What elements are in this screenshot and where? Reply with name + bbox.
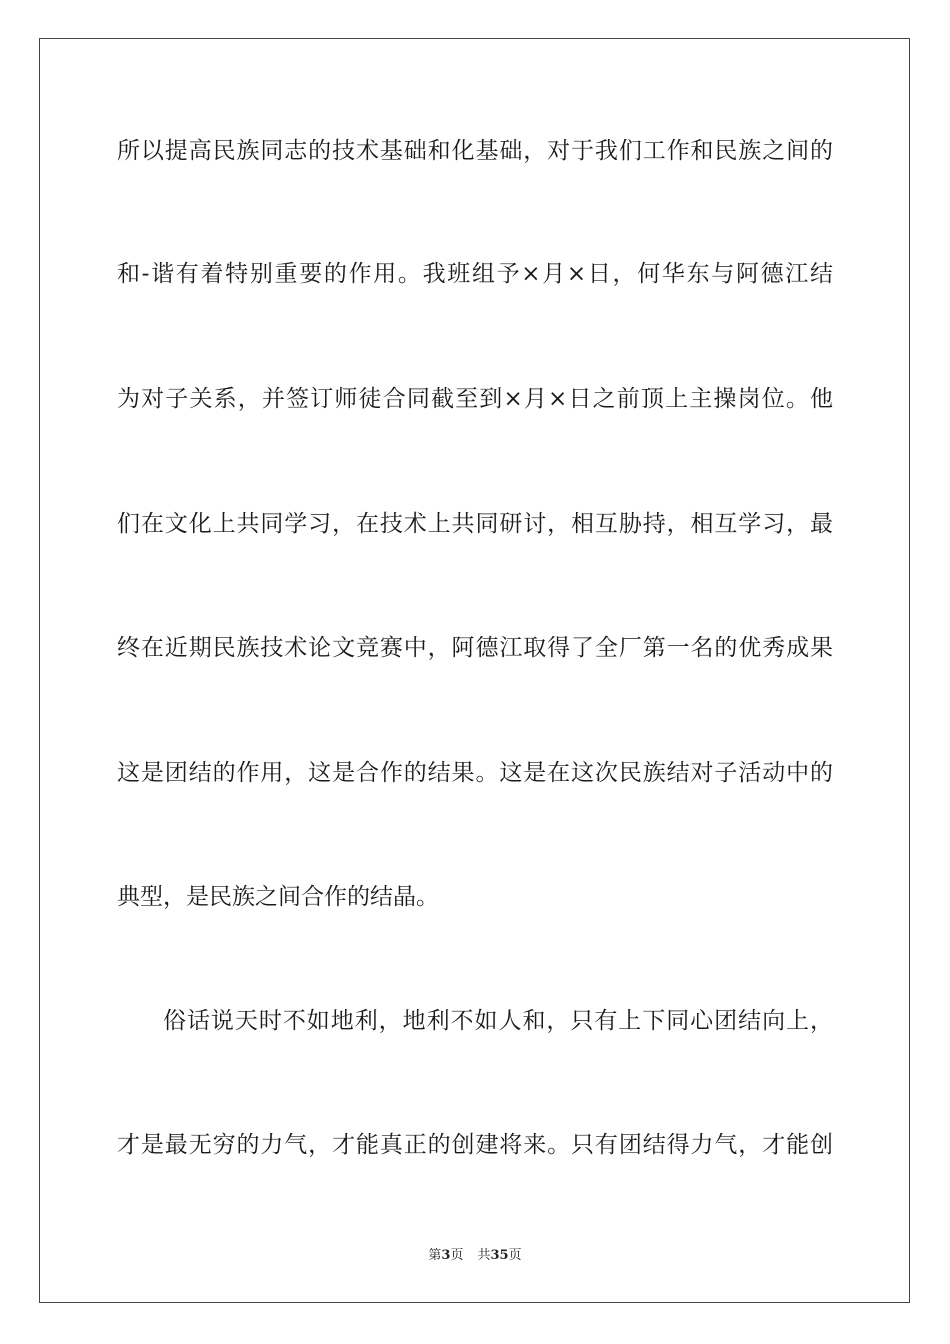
text-line: 为对子关系，并签订师徒合同截至到×月×日之前顶上主操岗位。他 <box>117 386 833 412</box>
page-suffix: 页 <box>450 1248 464 1263</box>
page-footer <box>0 1247 950 1265</box>
text-line: 典型，是民族之间合作的结晶。 <box>117 884 439 910</box>
text-line: 这是团结的作用，这是合作的结果。这是在这次民族结对子活动中的 <box>117 760 833 786</box>
page-border <box>39 38 910 1303</box>
total-suffix: 页 <box>508 1248 522 1263</box>
text-line: 才是最无穷的力气，才能真正的创建将来。只有团结得力气，才能创 <box>117 1132 833 1158</box>
total-prefix: 共 <box>477 1248 491 1263</box>
text-line: 和-谐有着特别重要的作用。我班组予×月×日，何华东与阿德江结 <box>117 261 833 287</box>
text-line: 终在近期民族技术论文竞赛中，阿德江取得了全厂第一名的优秀成果 <box>117 635 833 661</box>
text-line: 所以提高民族同志的技术基础和化基础，对于我们工作和民族之间的 <box>117 138 833 164</box>
page-prefix: 第 <box>428 1248 442 1263</box>
paragraph-first-line: 俗话说天时不如地利，地利不如人和，只有上下同心团结向上， <box>163 1008 833 1034</box>
page-number: 3 <box>441 1248 451 1263</box>
total-pages: 35 <box>490 1248 509 1263</box>
text-line: 们在文化上共同学习，在技术上共同研讨，相互胁持，相互学习，最 <box>117 511 833 537</box>
